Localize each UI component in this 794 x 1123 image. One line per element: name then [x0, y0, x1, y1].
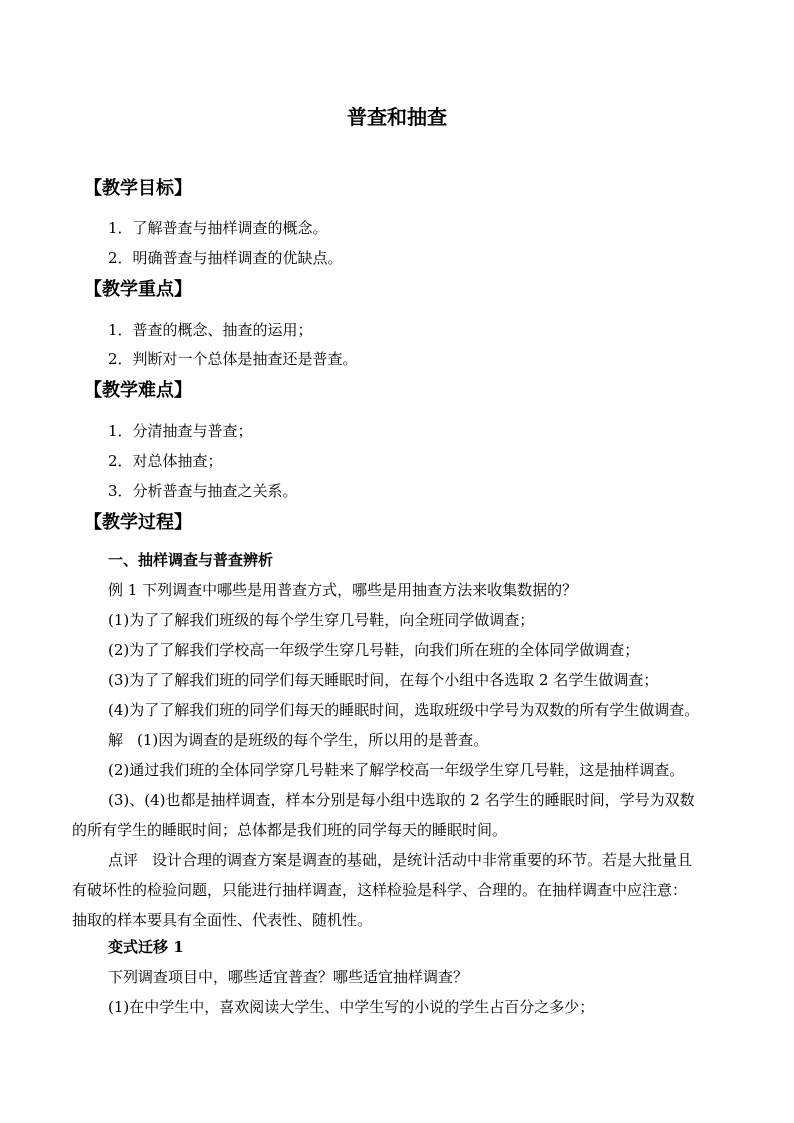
- variant-heading: 变式迁移 1: [108, 938, 184, 956]
- subheading-sampling-vs-census: 一、抽样调查与普查辨析: [108, 551, 274, 569]
- solution-text-1: (1)因为调查的是班级的每个学生，所以用的是普查。: [137, 731, 489, 749]
- keypoint-item-1: 1．普查的概念、抽查的运用；: [108, 321, 313, 339]
- page-title: 普查和抽查: [347, 105, 447, 129]
- section-heading-goals: 【教学目标】: [84, 178, 192, 199]
- solution-line-3a: (3)、(4)也都是抽样调查，样本分别是每小组中选取的 2 名学生的睡眠时间，学号为双数: [108, 791, 695, 809]
- section-heading-difficulties: 【教学难点】: [84, 380, 192, 401]
- solution-line-2: (2)通过我们班的全体同学穿几号鞋来了解学校高一年级学生穿几号鞋，这是抽样调查。: [108, 761, 685, 779]
- goal-item-2: 2．明确普查与抽样调查的优缺点。: [108, 249, 343, 267]
- difficulty-item-2: 2．对总体抽查；: [108, 452, 223, 470]
- keypoint-item-2: 2．判断对一个总体是抽查还是普查。: [108, 350, 358, 368]
- comment-line-2: 有破坏性的检验问题，只能进行抽样调查，这样检验是科学、合理的。在抽样调查中应注意：: [72, 881, 688, 899]
- variant-item-1: (1)在中学生中，喜欢阅读大学生、中学生写的小说的学生占百分之多少；: [108, 998, 595, 1016]
- variant-question: 下列调查项目中，哪些适宜普查？哪些适宜抽样调查？: [108, 968, 469, 986]
- comment-label: 点评: [108, 851, 139, 869]
- section-heading-process: 【教学过程】: [84, 512, 192, 533]
- example-1-question: 例 1 下列调查中哪些是用普查方式，哪些是用抽查方法来收集数据的？: [108, 581, 578, 599]
- example-1-item-2: (2)为了了解我们学校高一年级学生穿几号鞋，向我们所在班的全体同学做调查；: [108, 641, 640, 659]
- solution-line-3b: 的所有学生的睡眠时间；总体都是我们班的同学每天的睡眠时间。: [72, 821, 508, 839]
- comment-line-3: 抽取的样本要具有全面性、代表性、随机性。: [72, 911, 373, 929]
- section-heading-keypoints: 【教学重点】: [84, 279, 192, 300]
- difficulty-item-1: 1．分清抽查与普查；: [108, 422, 253, 440]
- difficulty-item-3: 3．分析普查与抽查之关系。: [108, 482, 298, 500]
- solution-label: 解: [108, 731, 124, 749]
- solution-line-1: [108, 730, 488, 750]
- comment-line-1: [108, 850, 692, 870]
- example-1-item-1: (1)为了了解我们班级的每个学生穿几号鞋，向全班同学做调查；: [108, 611, 535, 629]
- goal-item-1: 1．了解普查与抽样调查的概念。: [108, 219, 328, 237]
- comment-text-1: 设计合理的调查方案是调查的基础，是统计活动中非常重要的环节。若是大批量且: [152, 851, 693, 869]
- example-1-item-4: (4)为了了解我们班的同学们每天的睡眠时间，选取班级中学号为双数的所有学生做调查。: [108, 701, 700, 719]
- example-1-item-3: (3)为了了解我们班的同学们每天睡眠时间，在每个小组中各选取 2 名学生做调查；: [108, 671, 659, 689]
